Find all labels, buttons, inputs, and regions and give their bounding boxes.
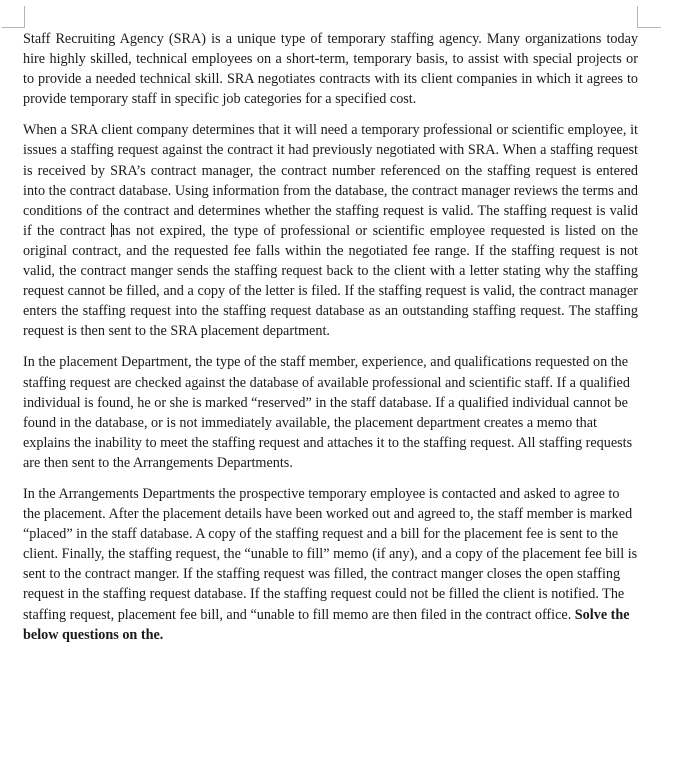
crop-mark-top-left-horizontal <box>2 27 25 28</box>
crop-mark-top-left-vertical <box>24 6 25 28</box>
paragraph-placement-department-text: In the placement Department, the type of the staff member, experience, and qualifications requested on the staffing request are checked against the database of available professional and scientific staff. If a qualified individual is found, he or she is marked “reserved” in the staff database. If a qualified individual cannot be found in the database, or is not immediately available, the placement department creates a memo that explains the inability to meet the staffing request and attaches it to the staffing request. All staffing requests are then sent to the Arrangements Departments. <box>23 354 633 471</box>
paragraph-contract-manager-text-end: has not expired, the type of professional or scientific employee requested is listed on the original contract, and the requested fee falls within the negotiated fee range. If the staffing request is not valid, the contract manger sends the staffing request back to the client with a letter stating why the staffing request cannot be filled, and a copy of the letter is filed. If the staffing request is valid, the contract manager enters the staffing request into the staffing request database as an outstanding staffing request. The staffing request is then sent to the SRA placement department. <box>23 222 638 340</box>
paragraph-arrangements-department[interactable] <box>23 484 638 645</box>
paragraph-placement-department[interactable] <box>23 352 638 473</box>
paragraph-contract-manager-text-start: When a SRA client company determines that it will need a temporary professional or scientific employee, it issues a staffing request against the contract it had previously negotiated with SRA. When a staffing request is received by SRA’s contract manager, the contract number referenced on the staffing request is entered into the contract database. Using information from the database, the contract manager reviews the terms and conditions of the contract and determines whether the staffing request is valid. The staffing request is valid if the contract <box>23 122 638 239</box>
paragraph-arrangements-department-text: In the Arrangements Departments the prospective temporary employee is contacted and asked to agree to the placement. After the placement details have been worked out and agreed to, the staff member is marked “placed” in the staff database. A copy of the staffing request and a bill for the placement fee is sent to the client. Finally, the staffing request, the “unable to fill” memo (if any), and a copy of the placement fee bill is sent to the contract manger. If the staffing request was filled, the contract manger closes the open staffing request in the staffing request database. If the staffing request could not be filled the client is notified. The staffing request, placement fee bill, and “unable to fill memo are then filed in the contract office. <box>23 485 638 623</box>
crop-mark-top-right-horizontal <box>637 27 661 28</box>
document-body[interactable] <box>23 29 638 656</box>
paragraph-intro[interactable] <box>23 29 638 109</box>
question-instruction: Solve the below questions on the. <box>23 606 630 643</box>
crop-mark-top-right-vertical <box>637 6 638 28</box>
paragraph-contract-manager[interactable] <box>23 120 638 341</box>
paragraph-intro-text: Staff Recruiting Agency (SRA) is a unique type of temporary staffing agency. Many organizations today hire highly skilled, technical employees on a short-term, temporary basis, to assist with special projects or to provide a needed technical skill. SRA negotiates contracts with its client companies in which it agrees to provide temporary staff in specific job categories for a specified cost. <box>23 31 638 108</box>
